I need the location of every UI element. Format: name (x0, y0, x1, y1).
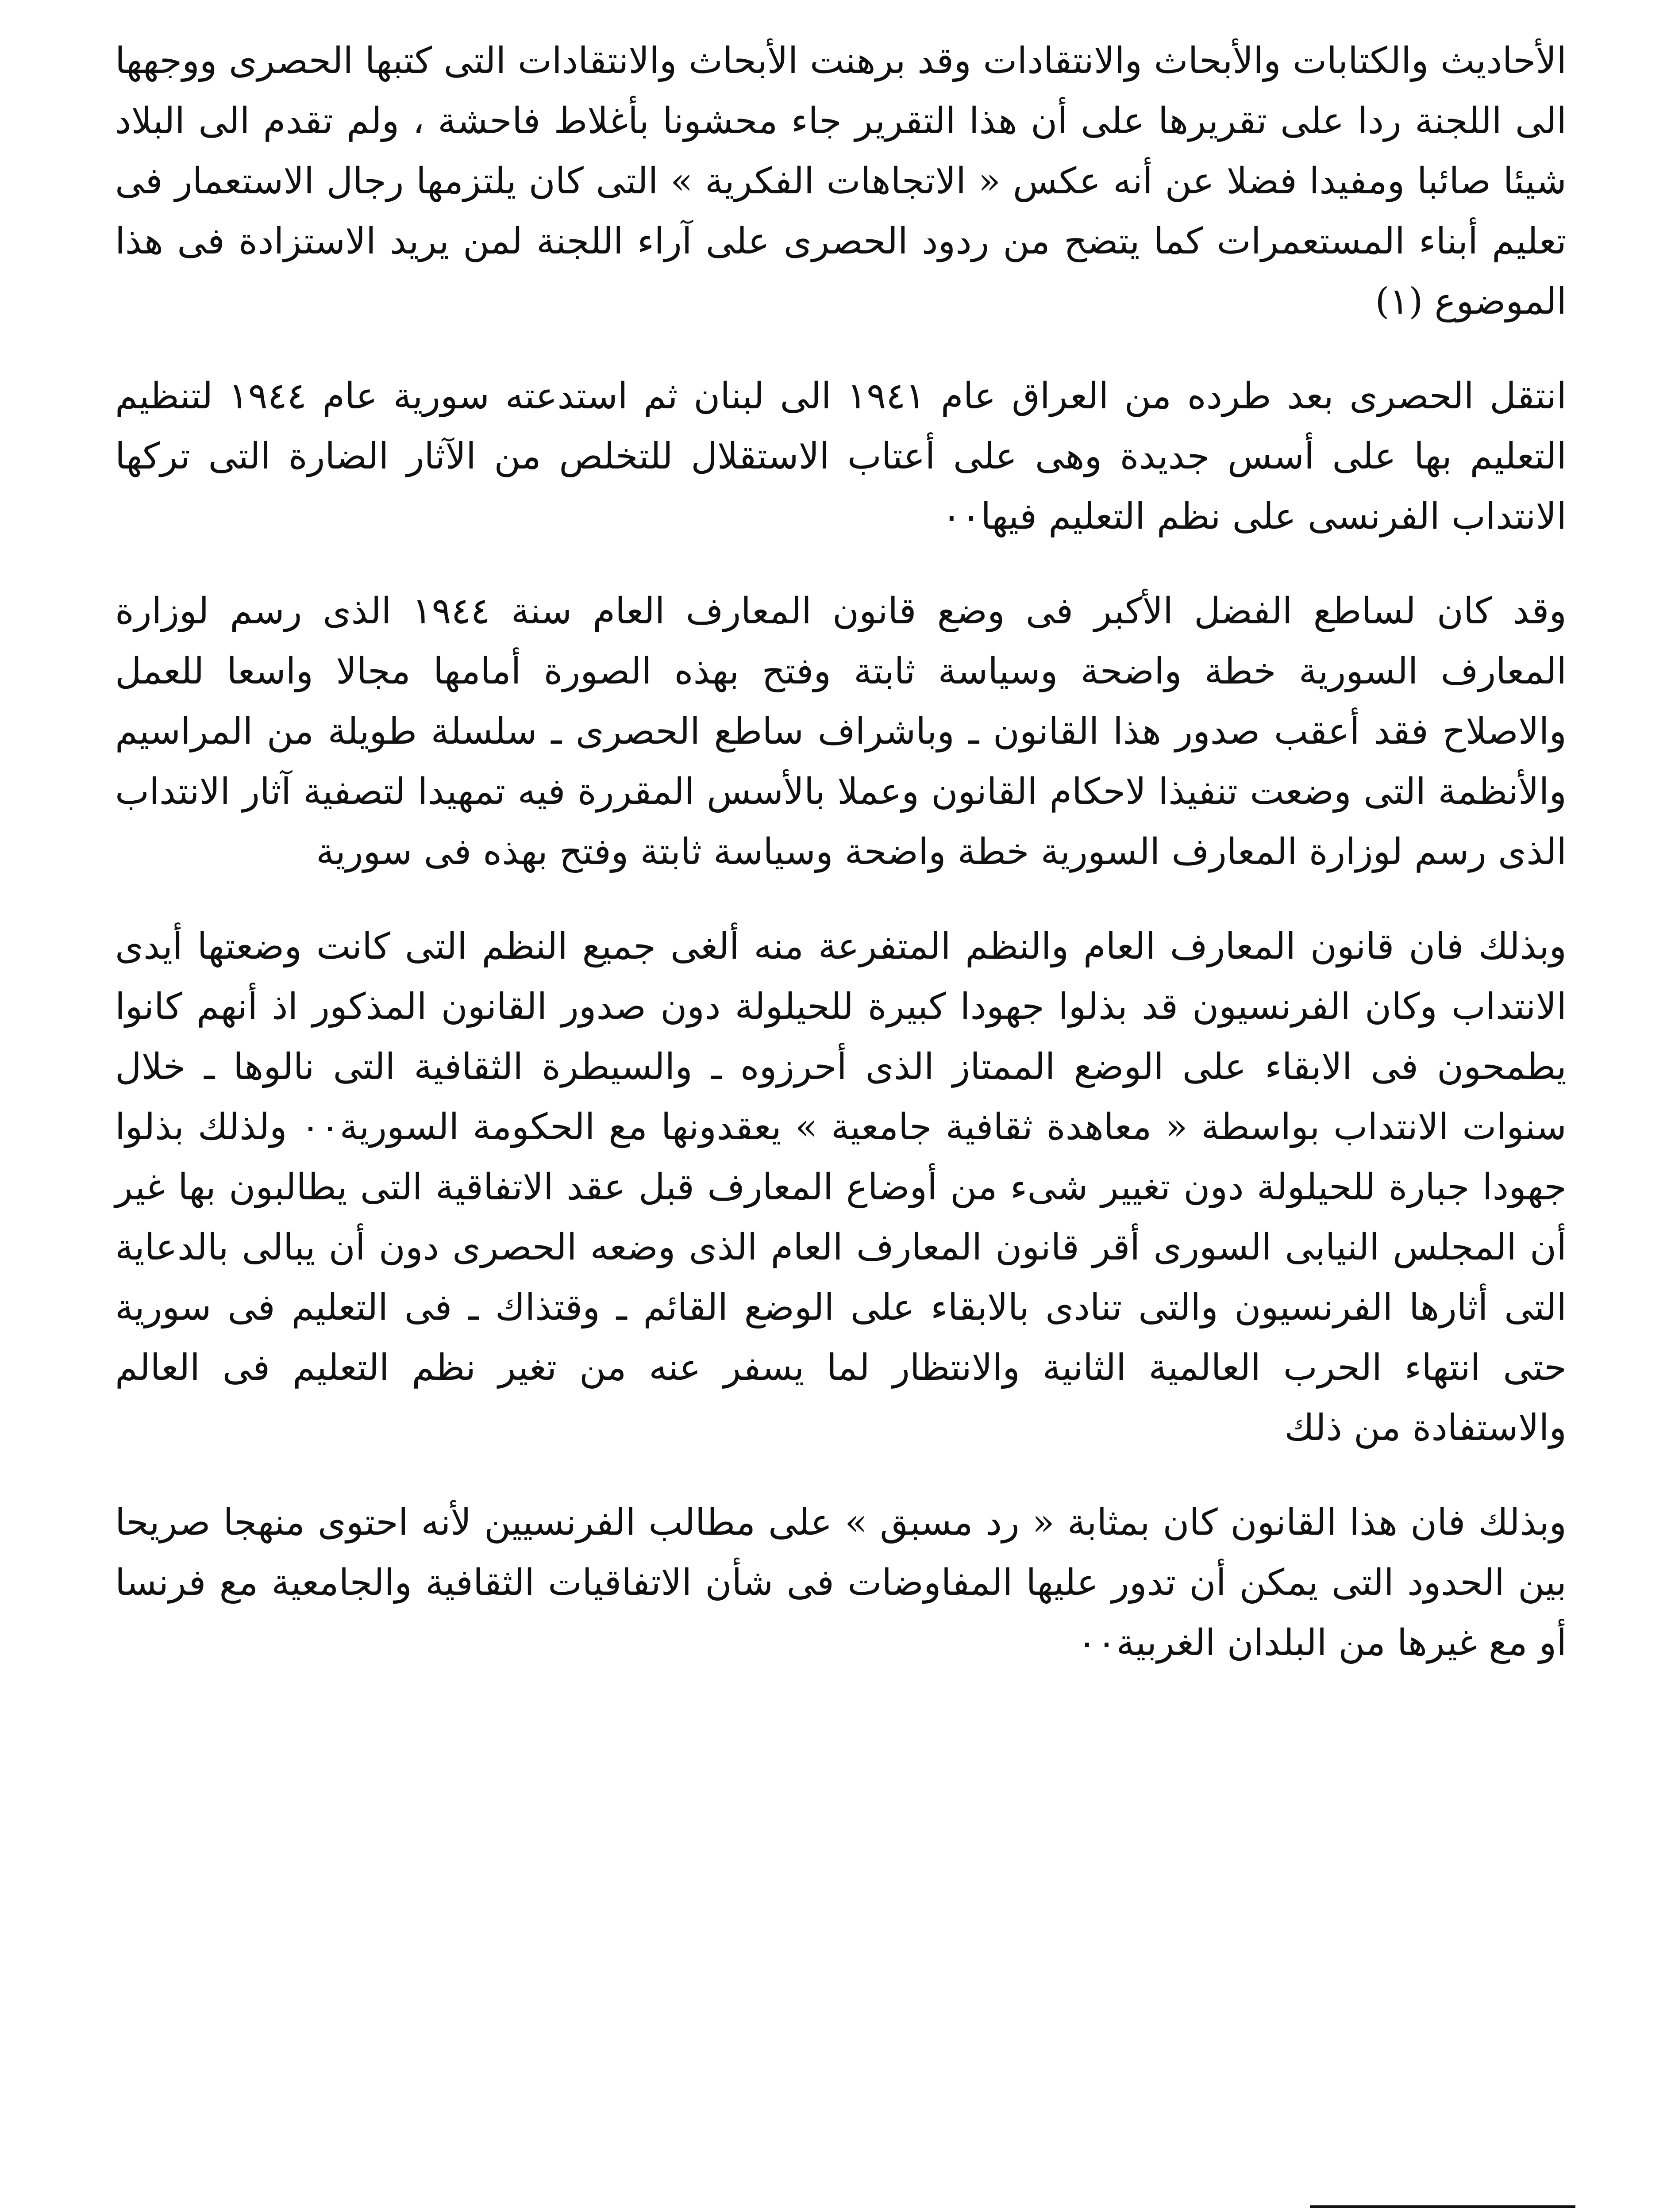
paragraph: انتقل الحصرى بعد طرده من العراق عام ١٩٤١ الى لبنان ثم استدعته سورية عام ١٩٤٤ لتنظيم التعليم بها على أسس جديدة وهى على أعتاب الاستقلال للتخلص من الآثار الضارة التى تركها الانتداب الفرنسى على نظم التعليم فيها٠٠ (115, 375, 1567, 538)
paragraph-continued: الأحاديث والكتابات والأبحاث والانتقادات وقد برهنت الأبحاث والانتقادات التى كتبها الحصرى ووجهها الى اللجنة ردا على تقريرها على أن هذا التقرير جاء محشونا بأغلاط فاحشة ، ولم تقدم الى البلاد شيئا صائبا ومفيدا فضلا عن أنه عكس « الاتجاهات الفكرية » التى كان يلتزمها رجال الاستعمار فى تعليم أبناء المستعمرات كما يتضح من ردود الحصرى على آراء اللجنة لمن يريد الاستزادة فى هذا الموضوع (١) (115, 40, 1567, 323)
paragraph: وقد كان لساطع الفضل الأكبر فى وضع قانون المعارف العام سنة ١٩٤٤ الذى رسم لوزارة المعارف السورية خطة واضحة وسياسة ثابتة وفتح بهذه الصورة أمامها مجالا واسعا للعمل والاصلاح فقد أعقب صدور هذا القانون ـ وباشراف ساطع الحصرى ـ سلسلة طويلة من المراسيم والأنظمة التى وضعت تنفيذا لاحكام القانون وعملا بالأسس المقررة فيه تمهيدا لتصفية آثار الانتداب الذى رسم لوزارة المعارف السورية خطة واضحة وسياسة ثابتة وفتح بهذه فى سورية (115, 590, 1567, 873)
body-text (115, 31, 1567, 1708)
paragraph: وبذلك فان قانون المعارف العام والنظم المتفرعة منه ألغى جميع النظم التى كانت وضعتها أيدى الانتداب وكان الفرنسيون قد بذلوا جهودا كبيرة للحيلولة دون صدور القانون المذكور اذ أنهم كانوا يطمحون فى الابقاء على الوضع الممتاز الذى أحرزوه ـ والسيطرة الثقافية التى نالوها ـ خلال سنوات الانتداب بواسطة « معاهدة ثقافية جامعية » يعقدونها مع الحكومة السورية٠٠ ولذلك بذلوا جهودا جبارة للحيلولة دون تغيير شىء من أوضاع المعارف قبل عقد الاتفاقية التى يطالبون بها غير أن المجلس النيابى السورى أقر قانون المعارف العام الذى وضعه الحصرى دون أن يبالى بالدعاية التى أثارها الفرنسيون والتى تنادى بالابقاء على الوضع القائم ـ وقتذاك ـ فى التعليم فى سورية حتى انتهاء الحرب العالمية الثانية والانتظار لما يسفر عنه من تغير نظم التعليم فى العالم والاستفادة من ذلك (115, 926, 1567, 1449)
footnote-divider (1310, 2205, 1575, 2208)
paragraph: وبذلك فان هذا القانون كان بمثابة « رد مسبق » على مطالب الفرنسيين لأنه احتوى منهجا صريحا بين الحدود التى يمكن أن تدور عليها المفاوضات فى شأن الاتفاقيات الثقافية والجامعية مع فرنسا أو مع غيرها من البلدان الغربية٠٠ (115, 1502, 1567, 1664)
